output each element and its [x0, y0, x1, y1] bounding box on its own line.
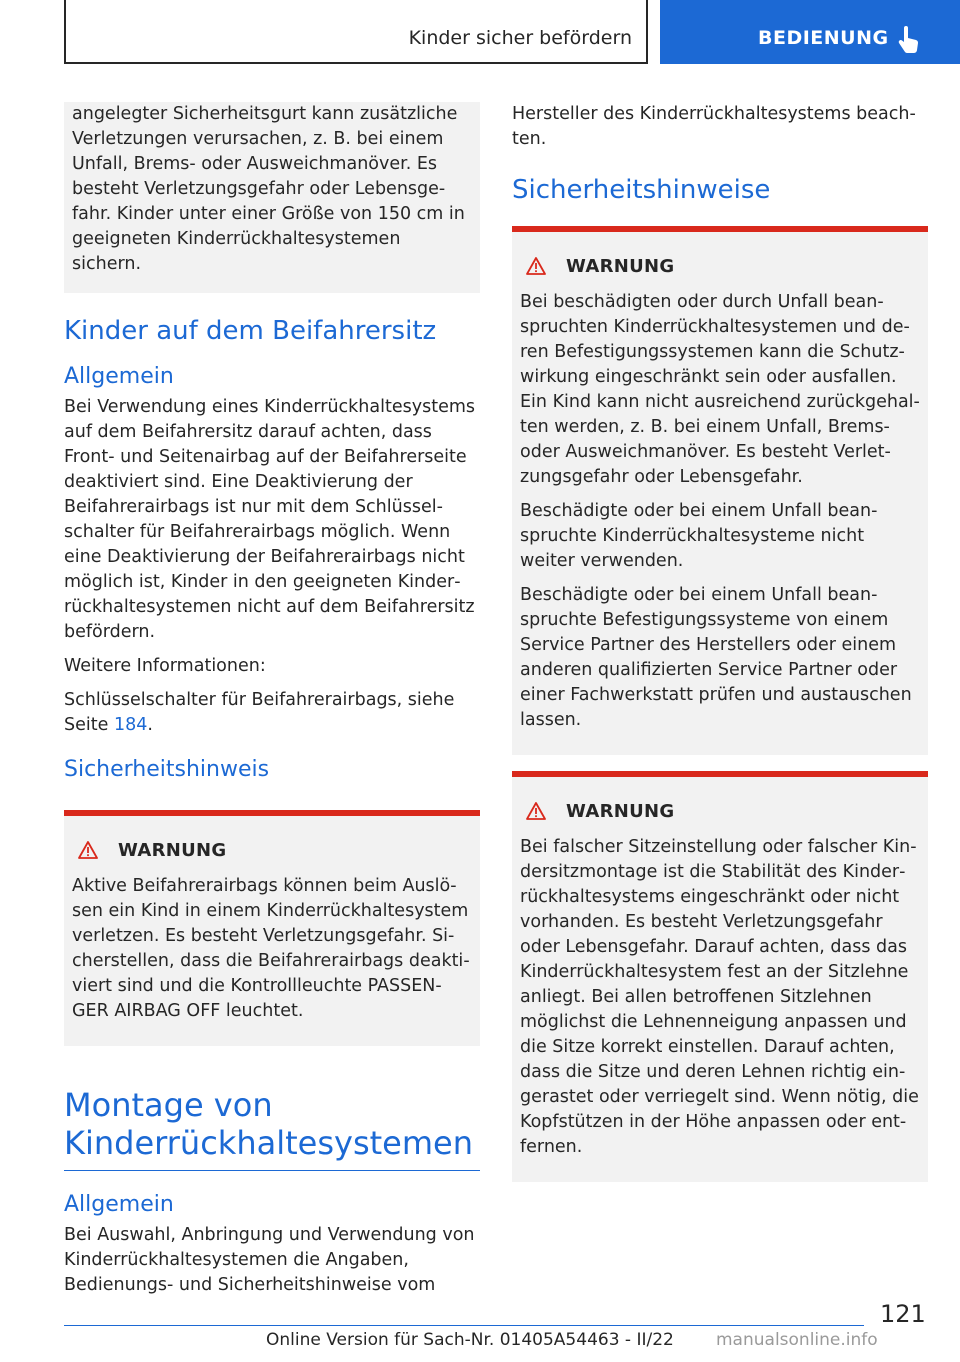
- heading-kinder-beifahrersitz: Kinder auf dem Beifahrersitz: [64, 316, 437, 346]
- warning-header: [526, 799, 920, 823]
- continued-warning-box: [64, 102, 480, 293]
- section-title: Kinder sicher befördern: [408, 27, 632, 49]
- pointing-hand-icon: [898, 26, 920, 54]
- reference-text: Schlüsselschalter für Beifahrerairbags, siehe Seite: [64, 690, 455, 735]
- heading-montage-line2: Kinderrückhaltesystemen: [64, 1124, 473, 1162]
- warning-paragraph: Beschädigte oder bei einem Unfall beanspruchte Kinderrückhaltesysteme nicht weiter verwenden.: [520, 501, 878, 571]
- warning-triangle-icon: [526, 802, 546, 820]
- warning-triangle-icon: [526, 257, 546, 275]
- warning-text: Bei falscher Sitzeinstellung oder falscher Kindersitzmontage ist die Stabilität des Kinderrückhaltesystems eingeschränkt oder nicht vorhanden. Es besteht Verletzungsgefahr oder Lebensgefahr. Darauf achten, dass das Kinderrückhaltesystem fest an der Sitzlehne anliegt. Bei allen betroffenen Sitzlehnen möglichst die Lehnenneigung anpassen und die Sitze korrekt einstellen. Darauf achten, dass die Sitze und deren Lehnen richtig eingerastet oder verriegelt sind. Wenn nötig, die Kopfstützen in der Höhe anpassen oder entfernen.: [520, 837, 919, 1157]
- right-column: [512, 102, 928, 1182]
- paragraph-montage: Bei Auswahl, Anbringung und Verwendung von Kinderrückhaltesystemen die Angaben, Bedienungs- und Sicherheitshinweise vom: [64, 1225, 475, 1295]
- warning-title: WARNUNG: [566, 800, 675, 822]
- footer-divider: [64, 1325, 864, 1326]
- warning-triangle-icon: [78, 841, 98, 859]
- warning-header: [526, 254, 920, 278]
- paragraph-beifahrer: Bei Verwendung eines Kinderrückhaltesystems auf dem Beifahrersitz darauf achten, dass Front- und Seitenairbag auf der Beifahrerseite deaktiviert sind. Eine Deaktivierung der Beifahrerairbags ist nur mit dem Schlüsselschalter für Beifahrerairbags möglich. Wenn eine Deaktivierung der Beifahrerairbags nicht möglich ist, Kinder in den geeigneten Kinderrückhaltesystemen nicht auf dem Beifahrersitz befördern.: [64, 397, 475, 642]
- page-number: 121: [880, 1300, 926, 1328]
- warning-title: WARNUNG: [566, 255, 675, 277]
- heading-montage-line1: Montage von: [64, 1086, 273, 1124]
- continued-warning-text: angelegter Sicherheitsgurt kann zusätzliche Verletzungen verursachen, z. B. bei einem Unfall, Brems- oder Ausweichmanöver. Es besteht Verletzungsgefahr oder Lebensgefahr. Kinder unter einer Größe von 150 cm in geeigneten Kinderrückhaltesystemen sichern.: [72, 104, 465, 274]
- header-chapter-tab[interactable]: [660, 0, 960, 64]
- warning-box-damaged-systems: [512, 226, 928, 755]
- warning-text: Aktive Beifahrerairbags können beim Auslösen ein Kind in einem Kinderrückhaltesystem verletzen. Es besteht Verletzungsgefahr. Sicherstellen, dass die Beifahrerairbags deaktiviert sind und die Kontrollleuchte PASSENGER AIRBAG OFF leuchtet.: [72, 876, 470, 1021]
- chapter-title: BEDIENUNG: [758, 27, 889, 49]
- subheading-allgemein: Allgemein: [64, 364, 174, 389]
- warning-paragraph: Beschädigte oder bei einem Unfall beanspruchte Befestigungssysteme von einem Service Partner des Herstellers oder einem anderen qualifizierten Service Partner oder einer Fachwerkstatt prüfen und austauschen lassen.: [520, 585, 912, 730]
- left-column: [64, 102, 480, 1307]
- watermark: manualsonline.info: [716, 1330, 878, 1350]
- warning-box-airbag: [64, 810, 480, 1046]
- warning-header: [78, 838, 472, 862]
- heading-sicherheitshinweise: Sicherheitshinweise: [512, 175, 771, 205]
- heading-sicherheitshinweis: Sicherheitshinweis: [64, 757, 270, 782]
- warning-title: WARNUNG: [118, 839, 227, 861]
- subheading-allgemein-montage: Allgemein: [64, 1192, 174, 1217]
- heading-montage-wrapper: [64, 1086, 480, 1171]
- reference-end: .: [147, 715, 153, 735]
- header-section-box: [64, 0, 648, 64]
- footer-online-version: Online Version für Sach-Nr. 01405A54463 - II/22: [266, 1330, 674, 1350]
- paragraph-reference: [64, 688, 480, 738]
- page-link-184[interactable]: 184: [113, 715, 148, 735]
- continued-text-right: Hersteller des Kinderrückhaltesystems beachten.: [512, 104, 916, 149]
- paragraph-more-info: Weitere Informationen:: [64, 656, 266, 676]
- warning-box-seat-adjustment: [512, 771, 928, 1182]
- warning-paragraph: Bei beschädigten oder durch Unfall beanspruchten Kinderrückhaltesystemen und deren Befestigungssystemen kann die Schutzwirkung eingeschränkt sein oder ausfallen. Ein Kind kann nicht ausreichend zurückgehalten werden, z. B. bei einem Unfall, Brems- oder Ausweichmanöver. Es besteht Verletzungsgefahr oder Lebensgefahr.: [520, 292, 920, 487]
